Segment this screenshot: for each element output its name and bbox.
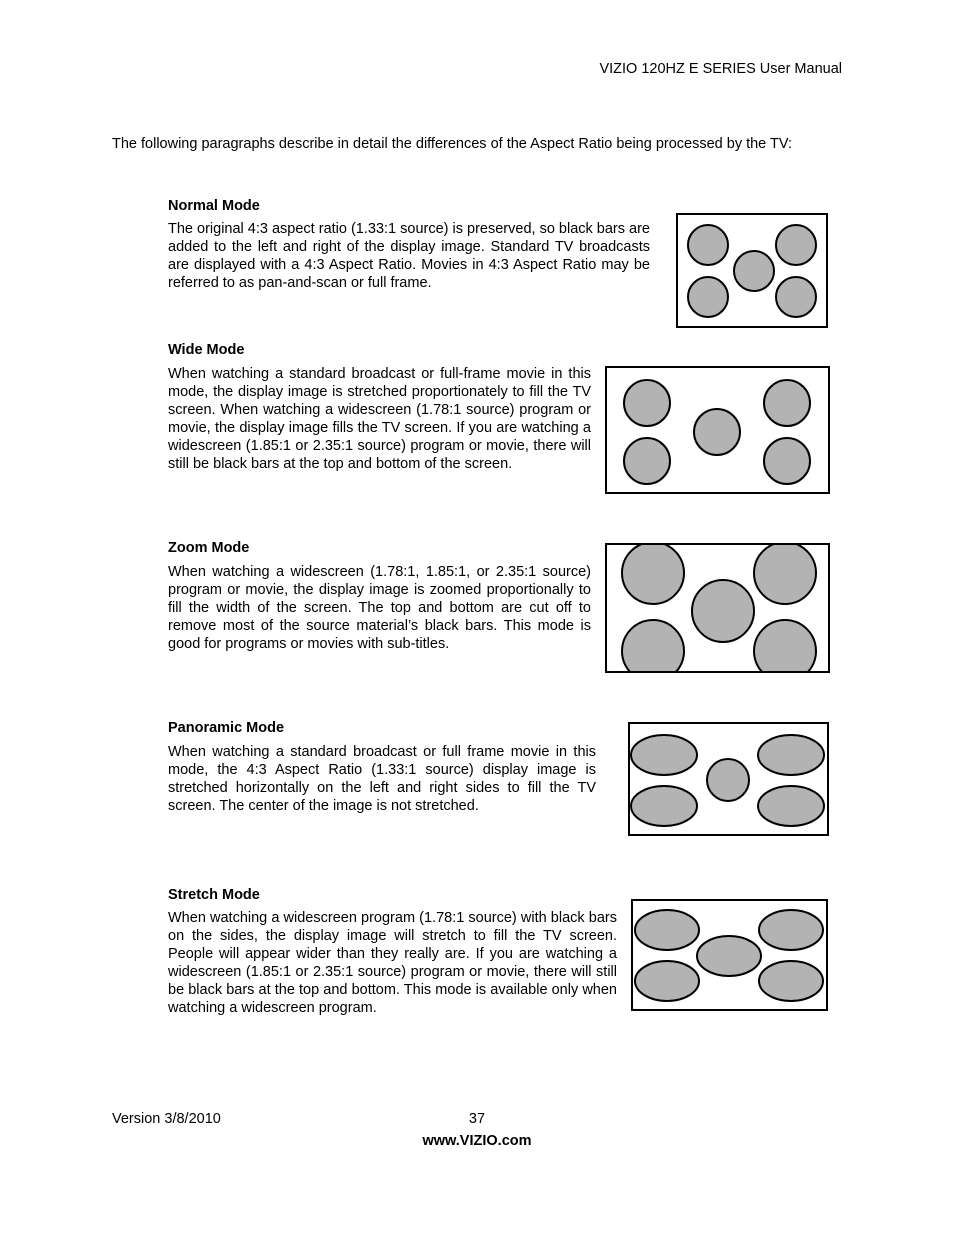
zoom-mode-description: When watching a widescreen (1.78:1, 1.85:1, or 2.35:1 source) program or movie, the display image is zoomed proportionally to fill the width of the screen. The top and bottom are cut off to remove most of the source material’s black bars. This mode is good for programs or movies with sub-titles. <box>168 564 591 652</box>
panoramic-mode-diagram <box>628 722 830 837</box>
footer-page-number: 37 <box>468 1111 486 1127</box>
normal-mode-diagram <box>676 213 828 329</box>
footer-version: Version 3/8/2010 <box>112 1111 221 1127</box>
footer-website-link[interactable]: www.VIZIO.com <box>422 1133 532 1149</box>
document-header: VIZIO 120HZ E SERIES User Manual <box>599 61 842 77</box>
wide-mode-diagram <box>605 366 831 495</box>
stretch-mode-title: Stretch Mode <box>168 887 260 903</box>
wide-mode-description: When watching a standard broadcast or full-frame movie in this mode, the display image is stretched proportionately to fill the TV screen. When watching a widescreen (1.78:1 source) program or movie, the display image fills the TV screen. If you are watching a widescreen (1.85:1 or 2.35:1 source) program or movie, there will still be black bars at the top and bottom of the screen. <box>168 366 591 472</box>
normal-mode-description: The original 4:3 aspect ratio (1.33:1 source) is preserved, so black bars are added to the left and right of the display image. Standard TV broadcasts are displayed with a 4:3 Aspect Ratio. Movies in 4:3 Aspect Ratio may be referred to as pan-and-scan or full frame. <box>168 221 650 291</box>
zoom-mode-title: Zoom Mode <box>168 540 250 556</box>
stretch-mode-description: When watching a widescreen program (1.78:1 source) with black bars on the sides, the display image will stretch to fill the TV screen. People will appear wider than they really are. If you are watching a widescreen (1.85:1 or 2.35:1 source) program or movie, there will still be black bars at the top and bottom. This mode is available only when watching a widescreen program. <box>168 910 617 1016</box>
zoom-mode-diagram <box>605 543 831 674</box>
wide-mode-title: Wide Mode <box>168 342 245 358</box>
stretch-mode-diagram <box>631 899 829 1012</box>
normal-mode-title: Normal Mode <box>168 198 260 214</box>
panoramic-mode-title: Panoramic Mode <box>168 720 285 736</box>
intro-paragraph: The following paragraphs describe in detail the differences of the Aspect Ratio being processed by the TV: <box>112 136 793 152</box>
panoramic-mode-description: When watching a standard broadcast or full frame movie in this mode, the 4:3 Aspect Ratio (1.33:1 source) display image is stretched horizontally on the left and right sides to fill the TV screen. The center of the image is not stretched. <box>168 744 596 814</box>
